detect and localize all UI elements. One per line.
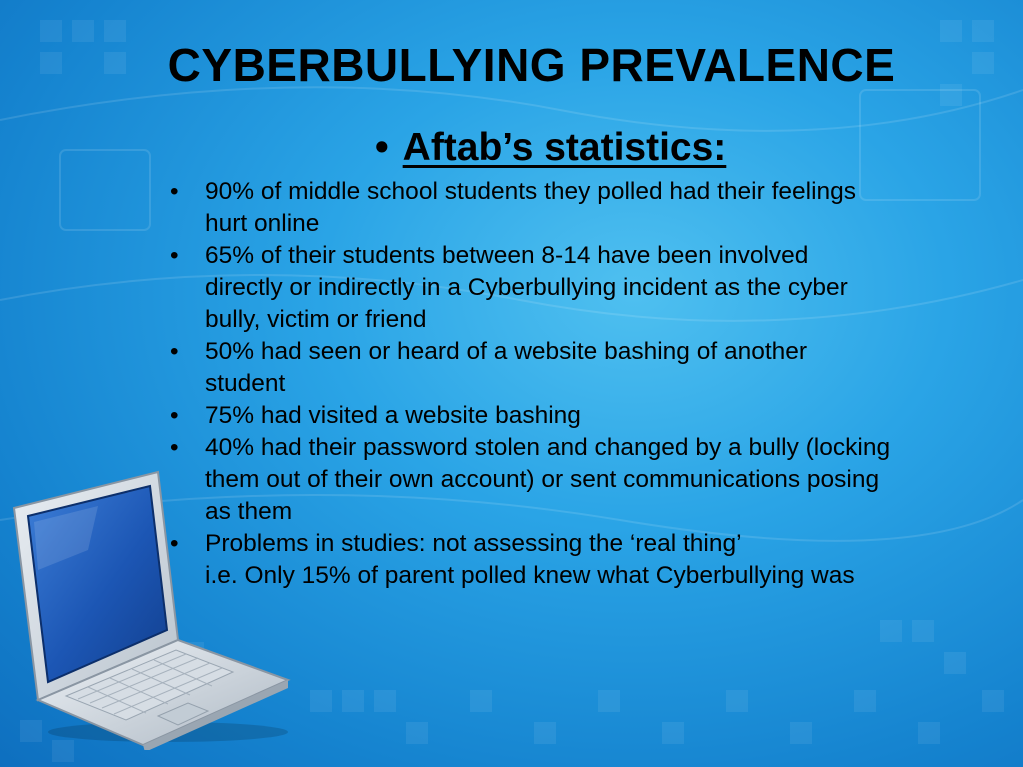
list-item-line: 75% had visited a website bashing [205, 402, 581, 429]
subheading-bullet: • [375, 126, 389, 169]
list-item-line: hurt online [205, 210, 320, 237]
item-bullet: • [170, 338, 179, 365]
slide-title: CYBERBULLYING PREVALENCE [167, 39, 896, 91]
subheading-text: Aftab’s statistics: [402, 126, 727, 169]
item-bullet: • [170, 530, 179, 557]
list-item-line: student [205, 370, 286, 397]
subheading [375, 125, 726, 171]
list-item-line: 65% of their students between 8-14 have been involved [205, 242, 809, 269]
list-item [168, 240, 998, 336]
list-item-line: directly or indirectly in a Cyberbullying incident as the cyber [205, 274, 848, 301]
list-item-line: them out of their own account) or sent communications posing [205, 466, 880, 493]
laptop-icon [8, 470, 298, 750]
list-item-line: bully, victim or friend [205, 306, 427, 333]
list-item [168, 400, 998, 432]
list-item-line: 40% had their password stolen and changed by a bully (locking [205, 434, 891, 461]
list-item [168, 336, 998, 400]
list-item-line: as them [205, 498, 293, 525]
list-item-line: i.e. Only 15% of parent polled knew what Cyberbullying was [205, 562, 855, 589]
item-bullet: • [170, 242, 179, 269]
item-bullet: • [170, 402, 179, 429]
item-bullet: • [170, 434, 179, 461]
list-item-line: 90% of middle school students they polled had their feelings [205, 178, 857, 205]
list-item-line: Problems in studies: not assessing the ‘real thing’ [205, 530, 742, 557]
list-item [168, 176, 998, 240]
list-item-line: 50% had seen or heard of a website bashing of another [205, 338, 808, 365]
item-bullet: • [170, 178, 179, 205]
